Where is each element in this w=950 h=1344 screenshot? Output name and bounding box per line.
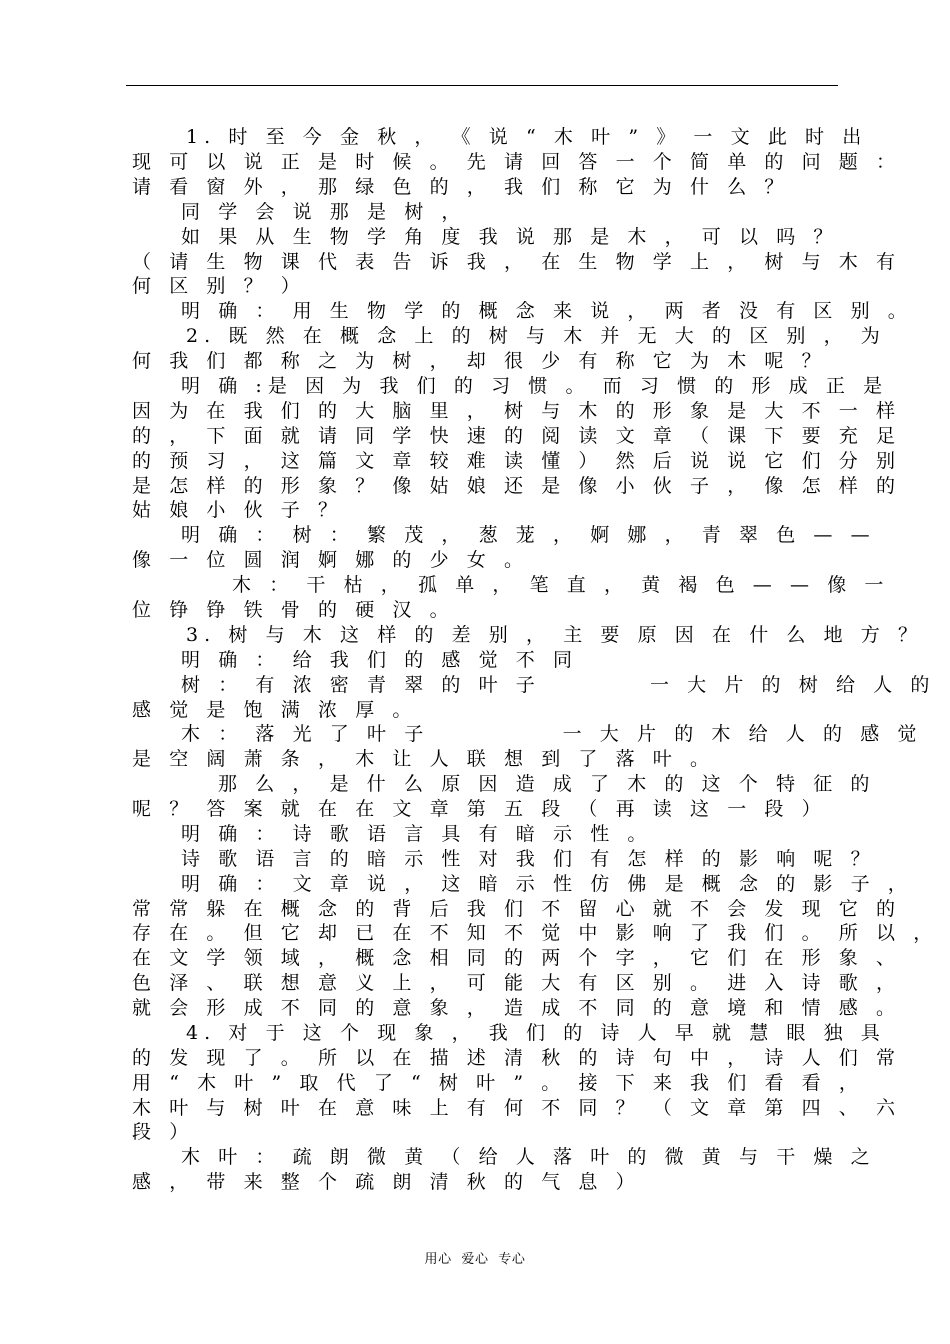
- text-line: 请 看 窗 外 ， 那 绿 色 的 ， 我 们 称 它 为 什 么 ？: [132, 176, 790, 198]
- text-line: （ 请 生 物 课 代 表 告 诉 我 ， 在 生 物 学 上 ， 树 与 木 有: [132, 251, 902, 273]
- text-line: 明 确 ： 树 ： 繁 茂 ， 葱 茏 ， 婀 娜 ， 青 翠 色 — —: [181, 524, 876, 546]
- text-line: 明 确 ： 诗 歌 语 言 具 有 暗 示 性 。: [181, 823, 653, 845]
- text-line: 诗 歌 语 言 的 暗 示 性 对 我 们 有 怎 样 的 影 响 呢 ？: [181, 848, 876, 870]
- text-line: 的 ， 下 面 就 请 同 学 快 速 的 阅 读 文 章 （ 课 下 要 充 足: [132, 425, 902, 447]
- text-line: 明 确 :是 因 为 我 们 的 习 惯 。 而 习 惯 的 形 成 正 是: [181, 375, 889, 397]
- text-line: 现 可 以 说 正 是 时 候 。 先 请 回 答 一 个 简 单 的 问 题 ：: [132, 151, 902, 173]
- text-line: 的 发 现 了 。 所 以 在 描 述 清 秋 的 诗 句 中 ， 诗 人 们 常: [132, 1047, 902, 1069]
- text-line: 位 铮 铮 铁 骨 的 硬 汉 。: [132, 599, 455, 621]
- text-line: 何 我 们 都 称 之 为 树 ， 却 很 少 有 称 它 为 木 呢 ？: [132, 350, 827, 372]
- text-line: 常 常 躲 在 概 念 的 背 后 我 们 不 留 心 就 不 会 发 现 它 的: [132, 898, 902, 920]
- text-line: 姑 娘 小 伙 子 ？: [132, 499, 344, 521]
- text-line: 4. 对 于 这 个 现 象 ， 我 们 的 诗 人 早 就 慧 眼 独 具: [186, 1022, 886, 1044]
- text-line: 木 叶 ： 疏 朗 微 黄 （ 给 人 落 叶 的 微 黄 与 干 燥 之: [181, 1146, 876, 1168]
- text-line: 同 学 会 说 那 是 树 ，: [181, 201, 467, 223]
- text-line: 1. 时 至 今 金 秋 ， 《 说 “ 木 叶 ” 》 一 文 此 时 出: [186, 126, 868, 148]
- text-line: 何 区 别 ？ ）: [132, 275, 306, 297]
- text-line: 明 确 ： 用 生 物 学 的 概 念 来 说 ， 两 者 没 有 区 别 。: [181, 300, 913, 322]
- text-line: 感 ， 带 来 整 个 疏 朗 清 秋 的 气 息 ）: [132, 1171, 641, 1193]
- text-line: 就 会 形 成 不 同 的 意 象 ， 造 成 不 同 的 意 境 和 情 感 。: [132, 997, 902, 1019]
- text-line: 明 确 ： 给 我 们 的 感 觉 不 同: [181, 649, 579, 671]
- text-line: 段 ）: [132, 1121, 195, 1143]
- text-line: 木 ： 干 枯 ， 孤 单 ， 笔 直 ， 黄 褐 色 — — 像 一: [232, 574, 890, 596]
- text-line: 在 文 学 领 域 ， 概 念 相 同 的 两 个 字 ， 它 们 在 形 象 、: [132, 947, 902, 969]
- text-line: 是 怎 样 的 形 象 ？ 像 姑 娘 还 是 像 小 伙 子 ， 像 怎 样 的: [132, 475, 902, 497]
- text-line: 木 叶 与 树 叶 在 意 味 上 有 何 不 同 ？ （ 文 章 第 四 、 六: [132, 1097, 902, 1119]
- text-line: 明 确 ： 文 章 说 ， 这 暗 示 性 仿 佛 是 概 念 的 影 子 ，: [181, 873, 913, 895]
- page-footer: 用心 爱心 专心: [424, 1252, 526, 1267]
- text-line: 如 果 从 生 物 学 角 度 我 说 那 是 木 ， 可 以 吗 ？: [181, 226, 839, 248]
- text-line: 的 预 习 ， 这 篇 文 章 较 难 读 懂 ） 然 后 说 说 它 们 分 别: [132, 450, 902, 472]
- text-line: 那 么 ， 是 什 么 原 因 造 成 了 木 的 这 个 特 征 的: [218, 773, 876, 795]
- header-rule: [126, 85, 838, 86]
- text-line: 3. 树 与 木 这 样 的 差 别 ， 主 要 原 因 在 什 么 地 方 ？: [186, 624, 924, 646]
- text-line: 呢 ？ 答 案 就 在 在 文 章 第 五 段 （ 再 读 这 一 段 ）: [132, 798, 827, 820]
- text-line: 因 为 在 我 们 的 大 脑 里 ， 树 与 木 的 形 象 是 大 不 一 样: [132, 400, 902, 422]
- text-line: 是 空 阔 萧 条 ， 木 让 人 联 想 到 了 落 叶 。: [132, 748, 716, 770]
- text-line: 存 在 。 但 它 却 已 在 不 知 不 觉 中 影 响 了 我 们 。 所 以 ，: [132, 922, 939, 944]
- text-line: 树 ： 有 浓 密 青 翠 的 叶 子 一 大 片 的 树 给 人 的: [181, 674, 936, 696]
- text-line: 色 泽 、 联 想 意 义 上 ， 可 能 大 有 区 别 。 进 入 诗 歌 ，: [132, 972, 902, 994]
- text-line: 木 ： 落 光 了 叶 子 一 大 片 的 木 给 人 的 感 觉: [181, 723, 923, 745]
- text-line: 用 “ 木 叶 ” 取 代 了 “ 树 叶 ” 。 接 下 来 我 们 看 看 ，: [132, 1072, 864, 1094]
- text-line: 2. 既 然 在 概 念 上 的 树 与 木 并 无 大 的 区 别 ， 为: [186, 325, 886, 347]
- text-line: 像 一 位 圆 润 婀 娜 的 少 女 。: [132, 549, 530, 571]
- text-line: 感 觉 是 饱 满 浓 厚 。: [132, 699, 418, 721]
